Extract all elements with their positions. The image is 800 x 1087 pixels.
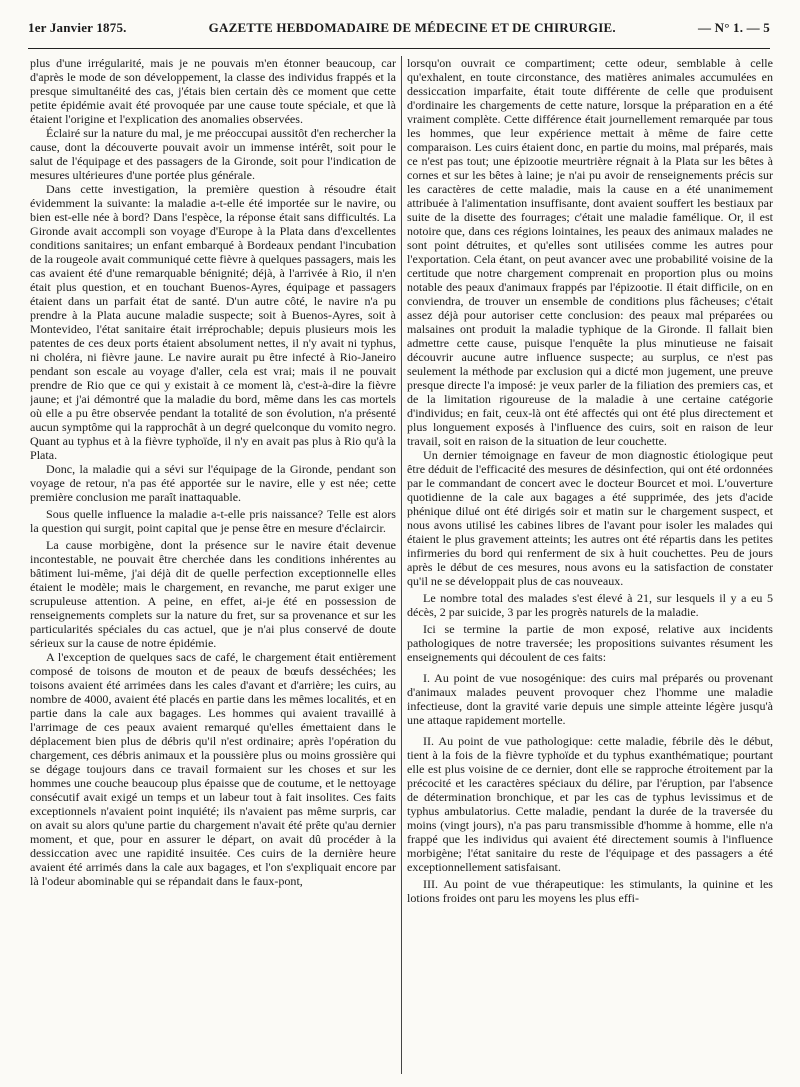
header-rule [28,48,770,49]
issue-page-number: — N° 1. — 5 [697,20,770,35]
paragraph: Éclairé sur la nature du mal, je me préoccupai aussitôt d'en rechercher la cause, dont la découverte pouvait avoir un immense intérêt, soit pour le salut de l'équipage et des passagers de la Gironde, soit pour l'indication de mesures ultérieures d'une portée plus générale. [30,126,396,182]
paragraph: La cause morbigène, dont la présence sur le navire était devenue incontestable, ne pouvait être cherchée dans les conditions inhérentes au bâtiment lui-même, j'ai déjà dit de quelle perfection exceptionnelle elles étaient le modèle; mais le chargement, en revanche, me parut exiger une scrupuleuse attention. A peine, en effet, ai-je été en possession de renseignements complets sur la nature du fret, sur sa provenance et sur les particularités spéciales du cas actuel, que je n'ai plus conservé de doute sérieux sur la cause de notre épidémie. [30,538,396,650]
paragraph: lorsqu'on ouvrait ce compartiment; cette odeur, semblable à celle qu'exhalent, en toute circonstance, des matières animales accumulées en dessiccation imparfaite, était toute différente de celle que produisent d'ordinaire les chargements de cette nature, lorsque la préparation en a été vraiment complète. Cette différence était journellement remarquée par tous les hommes, que leur expérience mettait à même de faire cette comparaison. Les cuirs étaient donc, en partie du moins, mal préparés, mais ce n'est pas tout; une épizootie meurtrière régnait à la Plata sur les bêtes à cornes et sur les bêtes à laine; je n'ai pu avoir de renseignements précis sur les caractères de cette maladie, mais la cause en a été unanimement attribuée à l'alimentation insuffisante, dont avaient souffert les bestiaux par suite de la disette des fourrages; c'était une maladie famélique. Or, il est notoire que, dans ces régions lointaines, les peaux des animaux malades ne sont point détruites, et qu'elles sont utilisées comme les autres pour l'exportation. Cela étant, on peut avancer avec une probabilité voisine de la certitude que notre chargement comprenait en proportion plus ou moins notable des peaux d'animaux frappés par l'épizootie. Il était difficile, on en conviendra, de trouver un ensemble de conditions plus fâcheuses; c'était assez déjà pour autoriser cette conclusion: des peaux mal préparées ou malsaines ont produit la maladie typhique de la Gironde. Il fallait bien admettre cette cause, puisque l'enquête la plus minutieuse ne faisait découvrir aucune autre influence suspecte; au surplus, ce n'est pas seulement la méthode par exclusion qui a dicté mon jugement, une preuve presque directe l'a imposé: je veux parler de la filiation des premiers cas, et de la limitation rigoureuse de la maladie à une certaine catégorie d'individus; en fait, ceux-là ont été affectés qui ont été plus directement et plus longuement exposés à l'influence des cuirs, soit en raison de leur travail, soit en raison de la situation de leur couchette. [407,56,773,448]
journal-title: GAZETTE HEBDOMADAIRE DE MÉDECINE ET DE CHIRURGIE. [208,20,616,35]
paragraph: Dans cette investigation, la première question à résoudre était évidemment la suivante: la maladie a-t-elle été importée sur le navire, ou bien est-elle née à bord? Dans l'espèce, la réponse était sans difficultés. La Gironde avait accompli son voyage d'Europe à la Plata dans d'excellentes conditions sanitaires; un enfant embarqué à Bordeaux pendant l'incubation de la rougeole avait communiqué cette fièvre à quelques passagers, mais les cas avaient été d'une remarquable bénignité; déjà, à l'arrivée à Rio, il n'en était plus question, et en touchant Buenos-Ayres, équipage et passagers étaient dans un parfait état de santé. D'un autre côté, le navire n'a pu prendre à la Plata aucune maladie suspecte; soit à Buenos-Ayres, soit à Montevideo, l'état sanitaire était irréprochable; depuis plusieurs mois les patentes de ces deux ports étaient absolument nettes, il n'y avait ni typhus, ni choléra, ni fièvre jaune. Le navire aurait pu être infecté à Rio-Janeiro pendant son escale au voyage d'aller, cela est vrai; mais il ne pouvait prendre de Rio que ce qui y existait à ce moment là, c'est-à-dire la fièvre jaune; et j'ai démontré que la maladie du bord, même dans les cas mortels où elle a pu être observée pendant la totalité de son évolution, n'a présenté aucun symptôme qui la rapprochât à un degré quelconque du vomito negro. Quant au typhus et à la fièvre typhoïde, il n'y en avait pas plus à Rio qu'à la Plata. [30,182,396,462]
column-divider [401,56,402,1074]
paragraph: Ici se termine la partie de mon exposé, relative aux incidents pathologiques de notre traversée; les propositions suivantes résument les enseignements qui découlent de ces faits: [407,622,773,664]
running-header [28,10,770,46]
paragraph: plus d'une irrégularité, mais je ne pouvais m'en étonner beaucoup, car d'après le mode de son développement, la classe des individus frappés et la presque simultanéité des cas, j'étais bien certain dès ce moment que cette petite épidémie avait été provoquée par une cause toute spéciale, et que là étaient l'origine et l'explication des anomalies observées. [30,56,396,126]
conclusion-item: II. Au point de vue pathologique: cette maladie, fébrile dès le début, tient à la fois de la fièvre typhoïde et du typhus exanthématique; pourtant elle est plus voisine de ce dernier, dont elle se rapproche étroitement par la précocité et les caractères spéciaux du délire, par l'éruption, par l'absence de détermination bronchique, et par les cas de typhus levissimus et de typhus ambulatorius. Cette maladie, pendant la durée de la traversée du moins (vingt jours), n'a pas paru transmissible d'homme à homme, elle n'a frappé que les individus qui avaient été directement soumis à l'influence morbigène; l'état sanitaire du reste de l'équipage et des passagers a été exceptionnellement satisfaisant. [407,734,773,874]
paragraph: Un dernier témoignage en faveur de mon diagnostic étiologique peut être déduit de l'efficacité des mesures de désinfection, qui ont été ordonnées par le commandant de concert avec le docteur Bourcet et moi. L'ouverture quotidienne de la cale aux bagages a été supprimée, des jets d'acide phénique dilué ont été dirigés soir et matin sur le chargement suspect, et nous avons utilisé les cabines libres de l'avant pour isoler les malades qui étaient le plus gravement atteints; les autres ont été répartis dans les petites infirmeries du bord qui renferment de six à huit couchettes. Peu de jours après le début de ces mesures, nous avons eu la satisfaction de constater qu'il ne se développait plus de cas nouveaux. [407,448,773,588]
paragraph: Le nombre total des malades s'est élevé à 21, sur lesquels il y a eu 5 décès, 2 par suicide, 3 par les progrès naturels de la maladie. [407,591,773,619]
right-column [407,56,773,1076]
left-column [30,56,396,1076]
paragraph: A l'exception de quelques sacs de café, le chargement était entièrement composé de toisons de mouton et de peaux de bœufs desséchées; les toisons avaient été arrimées dans les cales d'avant et d'arrière; les cuirs, au nombre de 4000, avaient été placés en partie dans les mêmes localités, et en partie dans la cale aux bagages. Les hommes qui avaient travaillé à l'arrimage de ces peaux avaient remarqué qu'elles émettaient dans le déplacement bien plus de débris qu'il n'est ordinaire; après l'opération du chargement, ces débris animaux et la poussière plus ou moins grossière qui se dégage toujours dans ce travail formaient sur les choses et sur les hommes une couche beaucoup plus épaisse que de coutume, et le nettoyage consécutif avait exigé un temps et un labeur tout à fait insolites. Ces faits exceptionnels n'avaient point inquiété; ils n'avaient pas même surpris, car on avait su alors qu'une partie du chargement n'avait été prête qu'au dernier moment, et que, pour en assurer le départ, on avait dû procéder à la dessiccation avec une rapidité insuitée. Ces cuirs de la dernière heure avaient été arrimés dans la cale aux bagages, et l'on s'expliquait encore par là l'odeur abominable qui se répandait dans le faux-pont, [30,650,396,888]
paragraph: Sous quelle influence la maladie a-t-elle pris naissance? Telle est alors la question qui surgit, point capital que je pense être en mesure d'éclaircir. [30,507,396,535]
paragraph: Donc, la maladie qui a sévi sur l'équipage de la Gironde, pendant son voyage de retour, n'a pas été apportée sur le navire, elle y est née; cette première conclusion me paraît inattaquable. [30,462,396,504]
header-date: 1er Janvier 1875. [28,20,127,35]
conclusion-item: I. Au point de vue nosogénique: des cuirs mal préparés ou provenant d'animaux malades peuvent provoquer chez l'homme une maladie infectieuse, dont la gravité varie depuis une simple atteinte légère jusqu'à une attaque rapidement mortelle. [407,671,773,727]
conclusion-item: III. Au point de vue thérapeutique: les stimulants, la quinine et les lotions froides ont paru les moyens les plus effi- [407,877,773,905]
